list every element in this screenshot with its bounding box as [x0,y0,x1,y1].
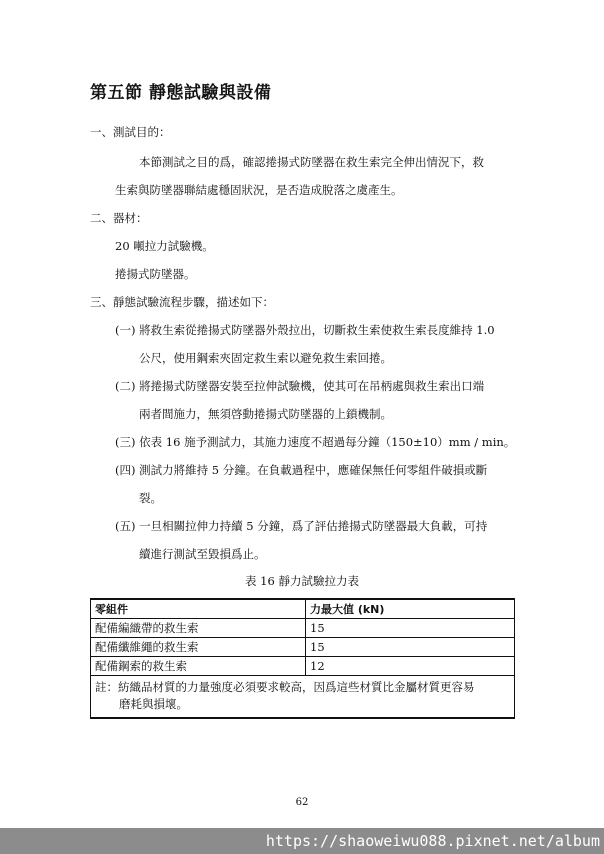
step-4-line-2: 裂。 [139,491,162,505]
item-3-heading: 三、靜態試驗流程步驟，描述如下： [90,295,274,309]
cell-force: 15 [306,638,515,657]
item-2-heading: 二、器材： [90,211,148,225]
table-header-row [91,599,515,619]
watermark-url-bar [0,828,604,854]
header-component: 零組件 [91,599,306,619]
header-max-force: 力最大值 (kN) [306,599,515,619]
table-caption: 表 16 靜力試驗拉力表 [245,574,359,588]
cell-component: 配備鋼索的救生索 [91,657,306,676]
step-2-line-1: (二) 將捲揚式防墜器安裝至拉伸試驗機，使其可在吊柄處與救生索出口端 [115,379,485,393]
cell-force: 12 [306,657,515,676]
note-line-1: 註：紡織品材質的力量強度必須要求較高，因爲這些材質比金屬材質更容易 [95,680,475,694]
step-5-line-2: 續進行測試至毀損爲止。 [139,547,266,561]
cell-component: 配備編織帶的救生索 [91,619,306,638]
step-2-line-2: 兩者間施力，無須啓動捲揚式防墜器的上鎖機制。 [139,407,392,421]
step-3-line-1: (三) 依表 16 施予測試力，其施力速度不超過每分鐘（150±10）mm / min。 [115,435,516,449]
cell-component: 配備纖維繩的救生索 [91,638,306,657]
table-row [91,638,515,657]
step-1-line-2: 公尺，使用鋼索夾固定救生索以避免救生索回捲。 [139,351,392,365]
table-row [91,657,515,676]
item-1-body-line-1: 本節測試之目的爲，確認捲揚式防墜器在救生索完全伸出情況下，救 [139,155,484,169]
section-heading: 第五節 靜態試驗與設備 [90,83,272,103]
note-line-2: 磨耗與損壞。 [119,697,188,711]
step-4-line-1: (四) 測試力將維持 5 分鐘。在負載過程中，應確保無任何零組件破損或斷 [115,463,488,477]
page-number: 62 [295,797,309,808]
table-note [91,676,515,719]
watermark-url: https://shaoweiwu088.pixnet.net/album [265,832,600,850]
static-force-table [90,598,515,719]
step-5-line-1: (五) 一旦相關拉伸力持續 5 分鐘，爲了評估捲揚式防墜器最大負載，可持 [115,519,488,533]
equipment-line-2: 捲揚式防墜器。 [115,267,196,281]
item-1-heading: 一、測試目的： [90,125,171,139]
item-1-body-line-2: 生索與防墜器聯結處穩固狀況，是否造成脫落之虞產生。 [115,183,403,197]
table-note-row [91,676,515,719]
step-1-line-1: (一) 將救生索從捲揚式防墜器外殼拉出，切斷救生索使救生索長度維持 1.0 [115,323,495,337]
cell-force: 15 [306,619,515,638]
equipment-line-1: 20 噸拉力試驗機。 [115,239,214,253]
table-row [91,619,515,638]
